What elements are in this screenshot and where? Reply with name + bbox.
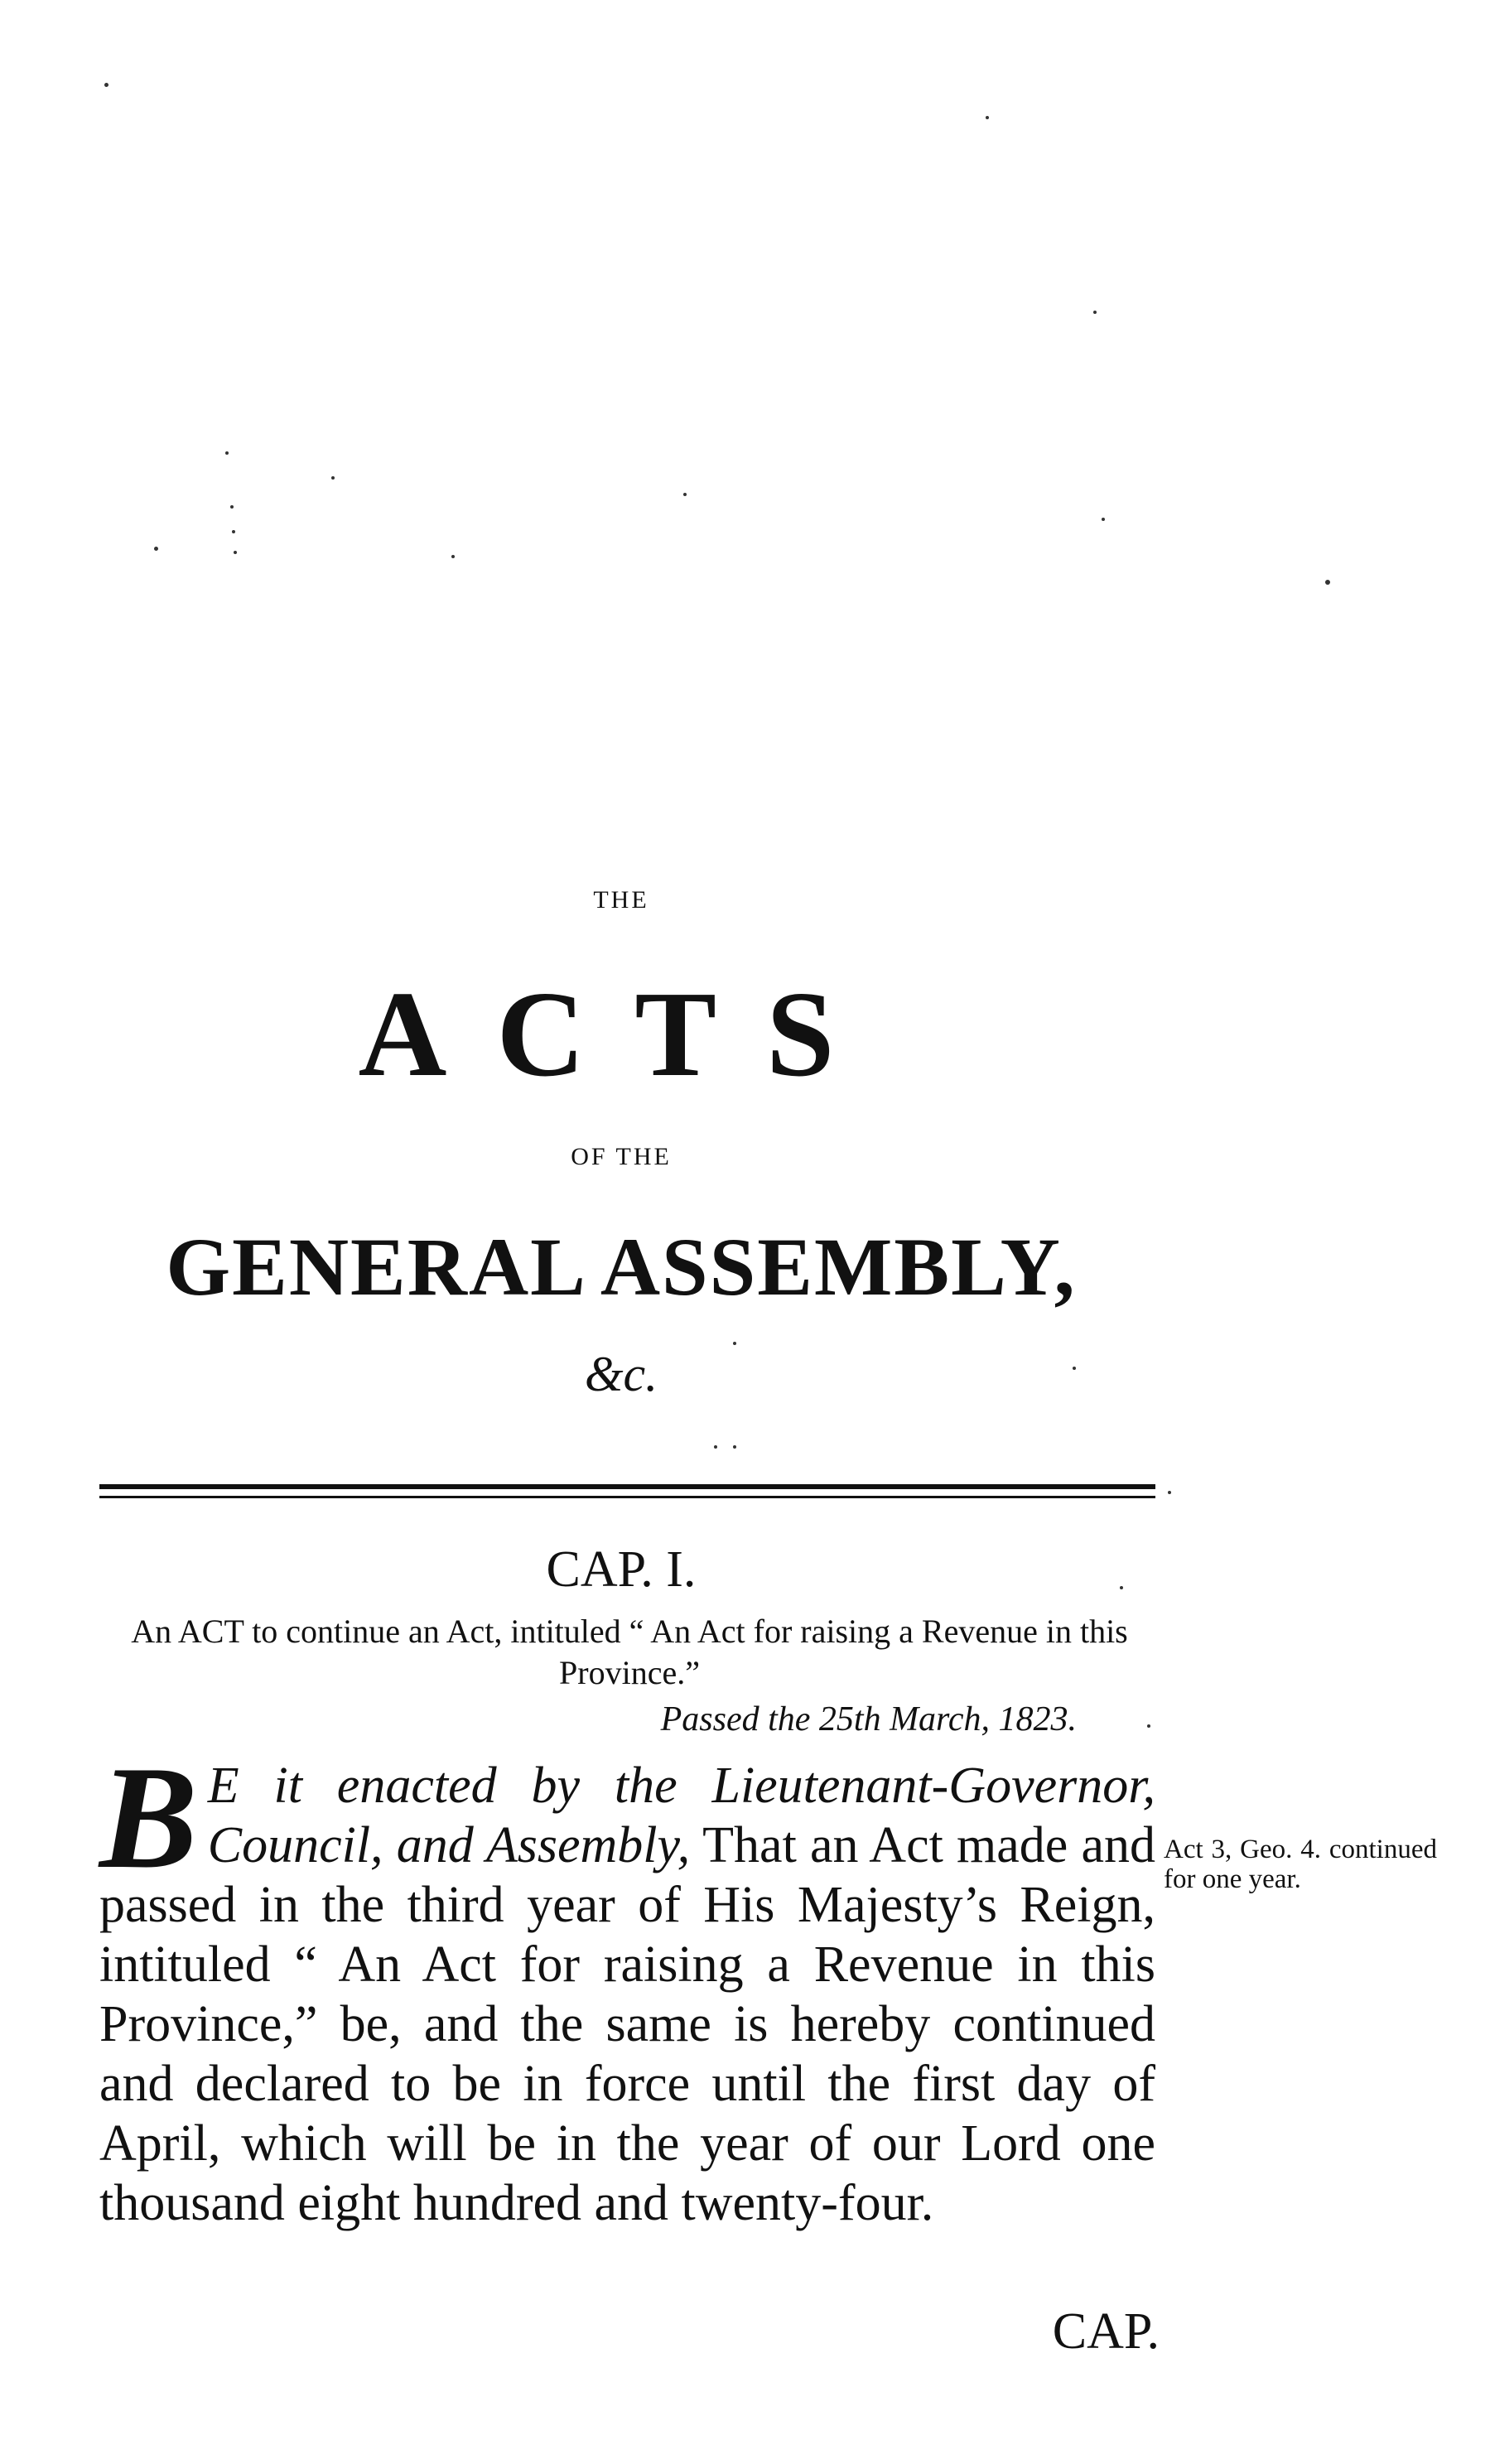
body-text: That an Act made and passed in the third year of His Majesty’s Reign, intituled “ An Act for raising a Revenue in this Province,” be, and the same is hereby continued and declared to be in force until the first day of April, which will be in the year of our Lord one thousand eight hundred and twenty-four.: [99, 1817, 1155, 2231]
scan-speck: [733, 1342, 736, 1345]
enacting-clause: E it enacted by the Lieutenant-Governor, Council, and Assembly,: [207, 1758, 1155, 1873]
scan-speck: [733, 1445, 736, 1449]
scan-speck: [683, 493, 687, 496]
scan-speck: [1325, 580, 1330, 585]
chapter-heading: CAP. I.: [546, 1541, 697, 1598]
scan-speck: [232, 530, 235, 533]
scan-speck: [234, 551, 237, 554]
divider-rule-thick: [99, 1484, 1155, 1489]
title-general-assembly: GENERAL ASSEMBLY,: [166, 1221, 1077, 1313]
scan-speck: [1147, 1724, 1150, 1728]
scan-speck: [986, 116, 989, 119]
act-body: [99, 1735, 1155, 2233]
drop-cap: B: [99, 1735, 198, 1899]
title-etc: &c.: [584, 1347, 658, 1401]
scan-speck: [331, 476, 335, 480]
scan-speck: [1093, 311, 1097, 314]
scan-speck: [225, 451, 229, 455]
scan-speck: [1168, 1491, 1171, 1494]
margin-note: Act 3, Geo. 4. continued for one year.: [1164, 1835, 1437, 1894]
scan-speck: [451, 555, 455, 558]
title-the: THE: [593, 886, 649, 914]
scan-speck: [1073, 1367, 1076, 1370]
scan-speck: [230, 505, 234, 509]
passed-date: Passed the 25th March, 1823.: [660, 1700, 1077, 1738]
scan-speck: [1102, 518, 1105, 521]
title-of-the: OF THE: [571, 1143, 672, 1170]
scan-speck: [154, 547, 158, 551]
title-acts: ACTS: [358, 967, 885, 1102]
act-title: An ACT to continue an Act, intituled “ An Act for raising a Revenue in this Province.”: [131, 1613, 1128, 1691]
scan-speck: [714, 1445, 717, 1449]
scan-speck: [1120, 1586, 1123, 1589]
scan-speck: [104, 83, 108, 87]
catchword: CAP.: [1052, 2303, 1160, 2360]
divider-rule-thin: [99, 1496, 1155, 1498]
